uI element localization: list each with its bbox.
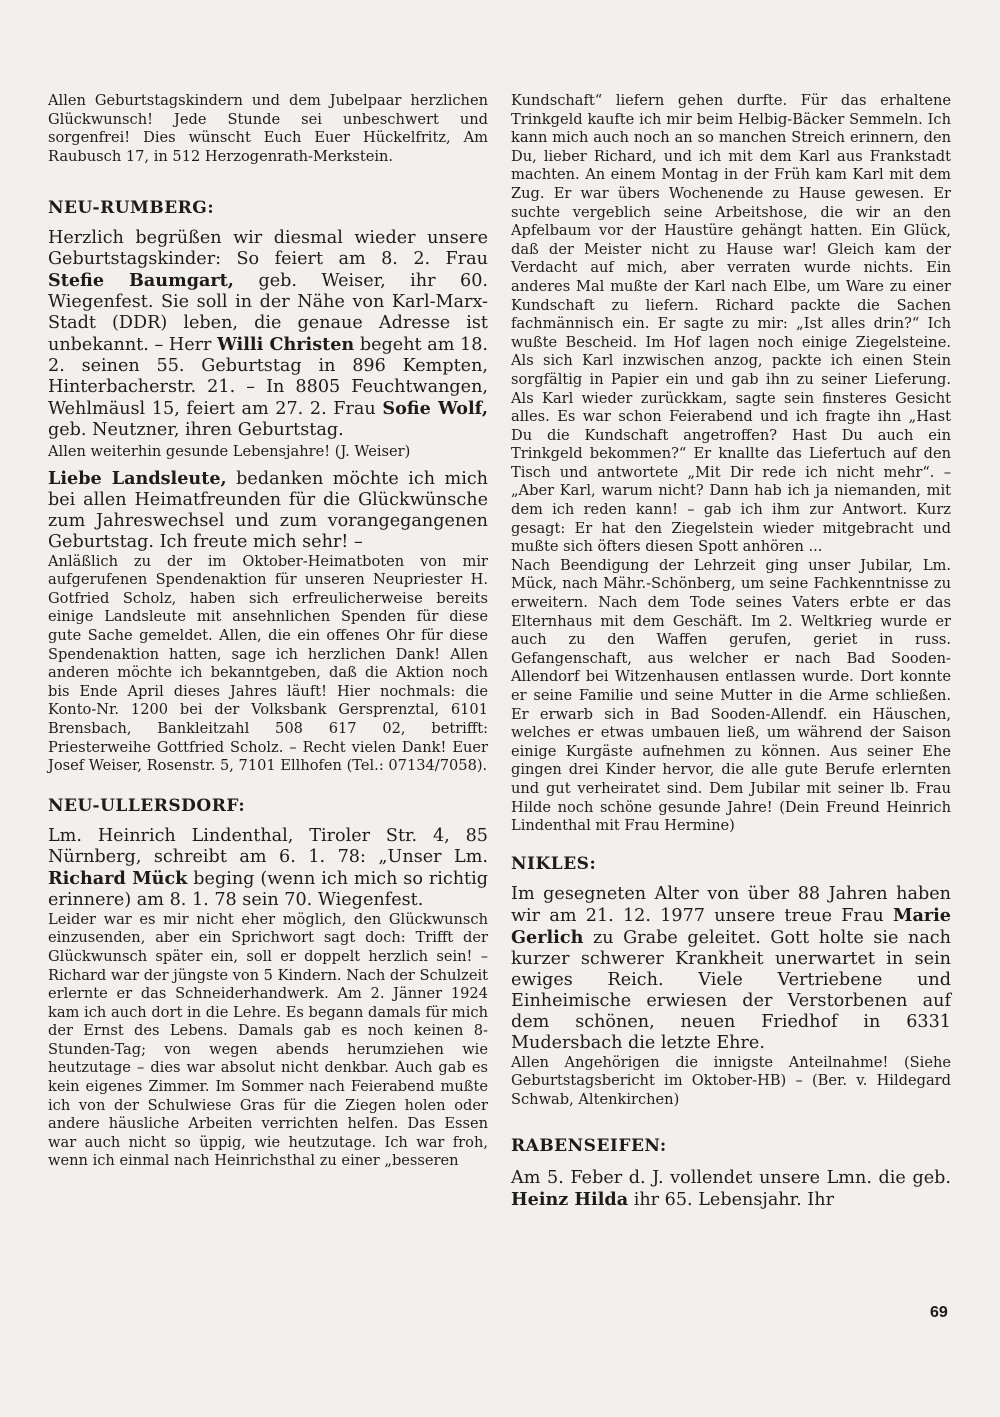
right-column: [511, 92, 951, 1211]
nikles-heading: NIKLES:: [511, 853, 597, 874]
neu-ullersdorf-intro: Lm. Heinrich Lindenthal, Tiroler Str. 4, 85 Nürnberg, schreibt am 6. 1. 78: „Unser Lm. Richard Mück beging (wenn ich mich so richtig erinnere) am 8. 1. 78 sein 70. Wiegenfest.: [48, 825, 489, 910]
neu-rumberg-wishes: Allen weiterhin gesunde Lebensjahre! (J. Weiser): [48, 443, 411, 460]
jubilar-paragraph: Nach Beendigung der Lehrzeit ging unser Jubilar, Lm. Mück, nach Mähr.-Schönberg, um seine Fachkenntnisse zu erweitern. Nach dem Tode seines Vaters erbte er das Elternhaus mit dem Geschäft. Im 2. Weltkrieg wurde er auch zu den Waffen gerufen, geriet in russ. Gefangenschaft, aus welcher er nach Bad Sooden-Allendorf bei Witzenhausen entlassen wurde. Dort konnte er seine Familie und seine Mutter in die Arme schließen. Er erwarb sich in Bad Sooden-Allendf. ein Häuschen, welches er etwas umbauen ließ, um während der Saison einige Kurgäste aufnehmen zu können. Aus seiner Ehe gingen drei Kinder hervor, die alle gute Berufe erlernten und gut verheiratet sind. Dem Jubilar mit seiner lb. Frau Hilde noch schöne gesunde Jahre! (Dein Freund Heinrich Lindenthal mit Frau Hermine): [511, 556, 951, 835]
page-number: 69: [930, 1304, 948, 1321]
nikles-obituary: Im gesegneten Alter von über 88 Jahren haben wir am 21. 12. 1977 unsere treue Frau Marie Gerlich zu Grabe geleitet. Gott holte sie nach kurzer schwerer Krankheit unerwartet in sein ewiges Reich. Viele Vertriebene und Einheimische erwiesen der Verstorbenen auf dem schönen, neuen Friedhof in 6331 Mudersbach die letzte Ehre.: [511, 883, 951, 1053]
neu-rumberg-heading: NEU-RUMBERG:: [48, 198, 215, 218]
left-column: [48, 92, 488, 1171]
intro-paragraph: Allen Geburtstagskindern und dem Jubelpaar herzlichen Glückwunsch! Jede Stunde sei unbeschwert und sorgenfrei! Dies wünscht Euch Euer Hückelfritz, Am Raubusch 17, in 512 Herzogenrath-Merkstein.: [48, 92, 488, 165]
neu-rumberg-birthdays: Herzlich begrüßen wir diesmal wieder unsere Geburtstagskinder: So feiert am 8. 2. Frau Stefie Baumgart, geb. Weiser, ihr 60. Wiegenfest. Sie soll in der Nähe von Karl-Marx-Stadt (DDR) leben, die genaue Adresse ist unbekannt. – Herr Willi Christen begeht am 18. 2. seinen 55. Geburtstag in 896 Kempten, Hinterbacherstr. 21. – In 8805 Feuchtwangen, Wehlmäusl 15, feiert am 27. 2. Frau Sofie Wolf, geb. Neutzner, ihren Geburtstag.: [48, 228, 489, 440]
neu-ullersdorf-story: Leider war es mir nicht eher möglich, den Glückwunsch einzusenden, aber ein Sprichwort sagt doch: Trifft der Glückwunsch später ein, soll er doppelt herzlich sein! – Richard war der jüngste von 5 Kindern. Nach der Schulzeit erlernte er das Schneiderhandwerk. Am 2. Jänner 1924 kam ich auch dort in die Lehre. Es begann damals für mich der Ernst des Lebens. Damals gab es noch keinen 8-Stunden-Tag; von wegen abends herumziehen wie heutzutage – dies war absolut nicht denkbar. Auch gab es kein eigenes Zimmer. Im Sommer nach Feierabend mußte ich von der Schulwiese Gras für die Ziegen holen oder andere häusliche Arbeiten verrichten helfen. Das Essen war auch nicht so üppig, wie heutzutage. Ich war froh, wenn ich einmal nach Heinrichsthal zu einer „besseren: [48, 910, 488, 1170]
neu-ullersdorf-heading: NEU-ULLERSDORF:: [48, 795, 246, 816]
nikles-condolence: Allen Angehörigen die innigste Anteilnahme! (Siehe Geburtstagsbericht im Oktober-HB) – (Ber. v. Hildegard Schwab, Altenkirchen): [511, 1053, 951, 1108]
landsleute-thanks: Liebe Landsleute, bedanken möchte ich mich bei allen Heimatfreunden für die Glückwünsche zum Jahreswechsel und zum vorangegangenen Geburtstag. Ich freute mich sehr! –: [48, 467, 488, 552]
rabenseifen-heading: RABENSEIFEN:: [511, 1135, 667, 1156]
story-continuation: Kundschaft“ liefern gehen durfte. Für das erhaltene Trinkgeld kaufte ich mir beim Helbig-Bäcker Semmeln. Ich kann mich auch noch an so manchen Streich erinnern, den Du, lieber Richard, und ich mit dem Karl aus Frankstadt machten. An einem Montag in der Früh kam Karl mit dem Zug. Er war übers Wochenende zu Hause gewesen. Er suchte vergeblich seine Arbeitshose, die wir an den Apfelbaum vor der Haustüre gehängt hatten. Ein Glück, daß der Meister nicht zu Hause war! Gleich kam der Verdacht auf mich, aber verraten wurde nichts. Ein anderes Mal mußte der Karl nach Elbe, um Ware zu einer Kundschaft zu liefern. Richard packte die Sachen fachmännisch ein. Er sagte zu mir: „Ist alles drin?“ Ich wußte Bescheid. Im Hof lagen noch einige Ziegelsteine. Als sich Karl inzwischen anzog, packte ich einen Stein sorgfältig in Papier ein und gab ihn zu seiner Lieferung. Als Karl wieder zurückkam, sagte sein finsteres Gesicht alles. Es war schon Feierabend und ich fragte ihn „Hast Du die Kundschaft angetroffen? Hast Du auch ein Trinkgeld bekommen?“ Er knallte das Liefertuch auf den Tisch und antwortete „Mit Dir rede ich nicht mehr“. – „Aber Karl, warum nicht? Dann hab ich ja niemanden, mit dem ich reden kann! – gab ich ihm zur Antwort. Kurz gesagt: Er hat den Ziegelstein wieder mitgebracht und mußte sich öfters diesen Spott anhören ...: [511, 92, 951, 556]
donation-paragraph: Anläßlich zu der im Oktober-Heimatboten von mir aufgerufenen Spendenaktion für unseren Neupriester H. Gotfried Scholz, haben sich erfreulicherweise bereits einige Landsleute mit ansehnlichen Spenden für diese gute Sache gemeldet. Allen, die ein offenes Ohr für diese Spendenaktion hatten, sage ich herzlichen Dank! Allen anderen möchte ich bekanntgeben, daß die Aktion noch bis Ende April dieses Jahres läuft! Hier nochmals: die Konto-Nr. 1200 bei der Volksbank Gersprenztal, 6101 Brensbach, Bankleitzahl 508 617 02, betrifft: Priesterweihe Gottfried Scholz. – Recht vielen Dank! Euer Josef Weiser, Rosenstr. 5, 7101 Ellhofen (Tel.: 07134/7058).: [48, 552, 488, 775]
rabenseifen-birthday: Am 5. Feber d. J. vollendet unsere Lmn. die geb. Heinz Hilda ihr 65. Lebensjahr. Ihr: [511, 1167, 951, 1210]
